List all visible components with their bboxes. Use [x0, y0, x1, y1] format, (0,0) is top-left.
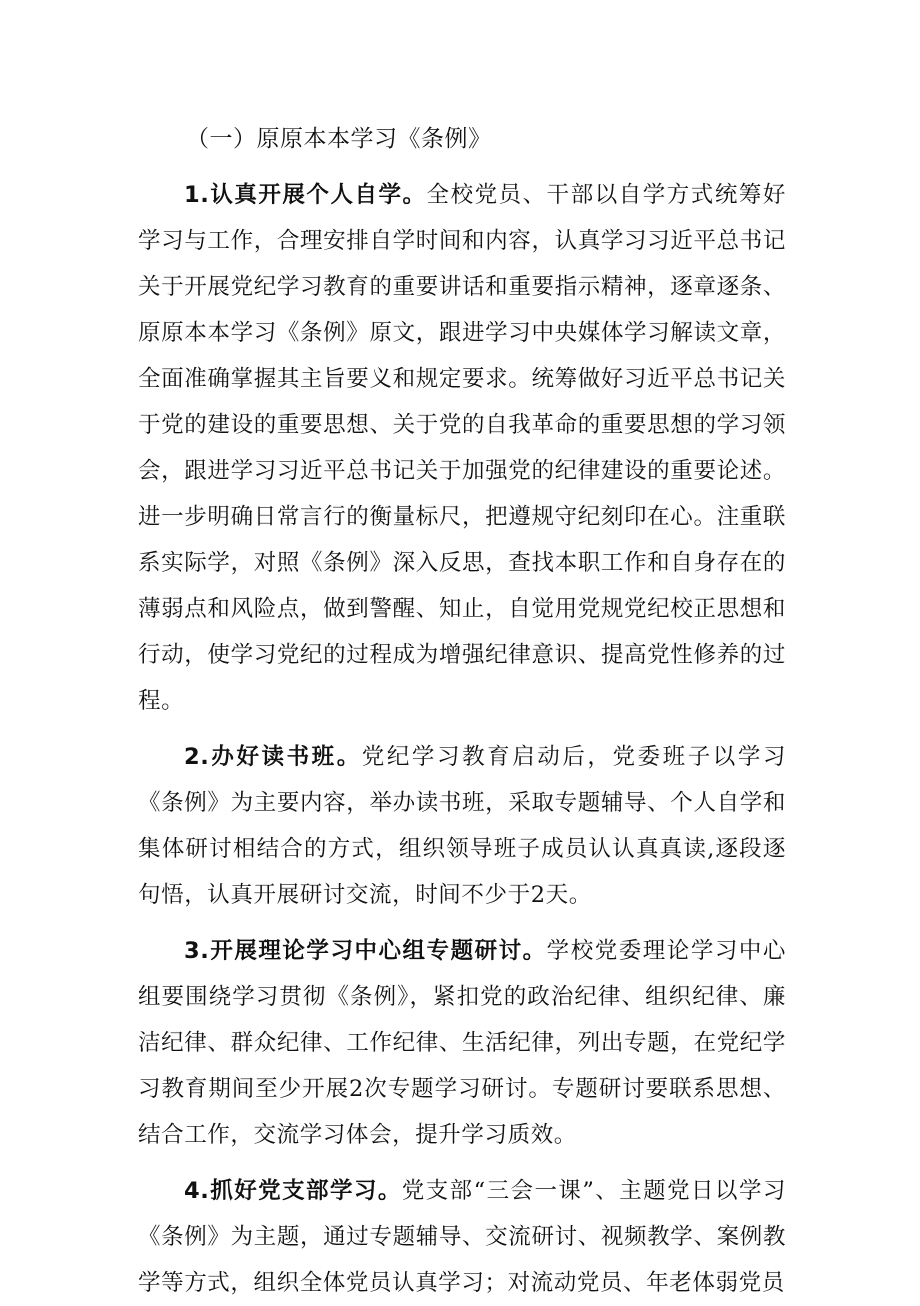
paragraph-lead: 3.开展理论学习中心组专题研讨。	[184, 938, 547, 964]
paragraph-lead: 2.办好读书班。	[184, 744, 362, 770]
paragraph-branch-study	[138, 1168, 786, 1306]
paragraph-individual-study	[138, 172, 786, 724]
paragraph-lead: 1.认真开展个人自学。	[184, 182, 427, 208]
paragraph-body: 全校党员、干部以自学方式统筹好学习与工作，合理安排自学时间和内容，认真学习习近平总书记关于开展党纪学习教育的重要讲话和重要指示精神，逐章逐条、原原本本学习《条例》原文，跟进学习中央媒体学习解读文章，全面准确掌握其主旨要义和规定要求。统筹做好习近平总书记关于党的建设的重要思想、关于党的自我革命的重要思想的学习领会，跟进学习习近平总书记关于加强党的纪律建设的重要论述。进一步明确日常言行的衡量标尺，把遵规守纪刻印在心。注重联系实际学，对照《条例》深入反思，查找本职工作和自身存在的薄弱点和风险点，做到警醒、知止，自觉用党规党纪校正思想和行动，使学习党纪的过程成为增强纪律意识、提高党性修养的过程。	[138, 182, 786, 714]
paragraph-lead: 4.抓好党支部学习。	[184, 1178, 402, 1204]
paragraph-body: 党纪学习教育启动后，党委班子以学习《条例》为主要内容，举办读书班，采取专题辅导、个人自学和集体研讨相结合的方式，组织领导班子成员认认真真读,逐段逐句悟，认真开展研讨交流，时间不少于2天。	[138, 744, 786, 908]
document-page	[138, 116, 786, 1306]
section-heading: （一）原原本本学习《条例》	[186, 126, 492, 152]
paragraph-reading-class	[138, 734, 786, 918]
paragraph-body: 学校党委理论学习中心组要围绕学习贯彻《条例》，紧扣党的政治纪律、组织纪律、廉洁纪律、群众纪律、工作纪律、生活纪律，列出专题，在党纪学习教育期间至少开展2次专题学习研讨。专题研讨要联系思想、结合工作，交流学习体会，提升学习质效。	[138, 938, 786, 1148]
paragraph-body: 党支部“三会一课”、主题党日以学习《条例》为主题，通过专题辅导、交流研讨、视频教学、案例教学等方式，组织全体党员认真学习；对流动党员、年老体弱党员	[138, 1178, 786, 1296]
paragraph-theory-group	[138, 928, 786, 1158]
